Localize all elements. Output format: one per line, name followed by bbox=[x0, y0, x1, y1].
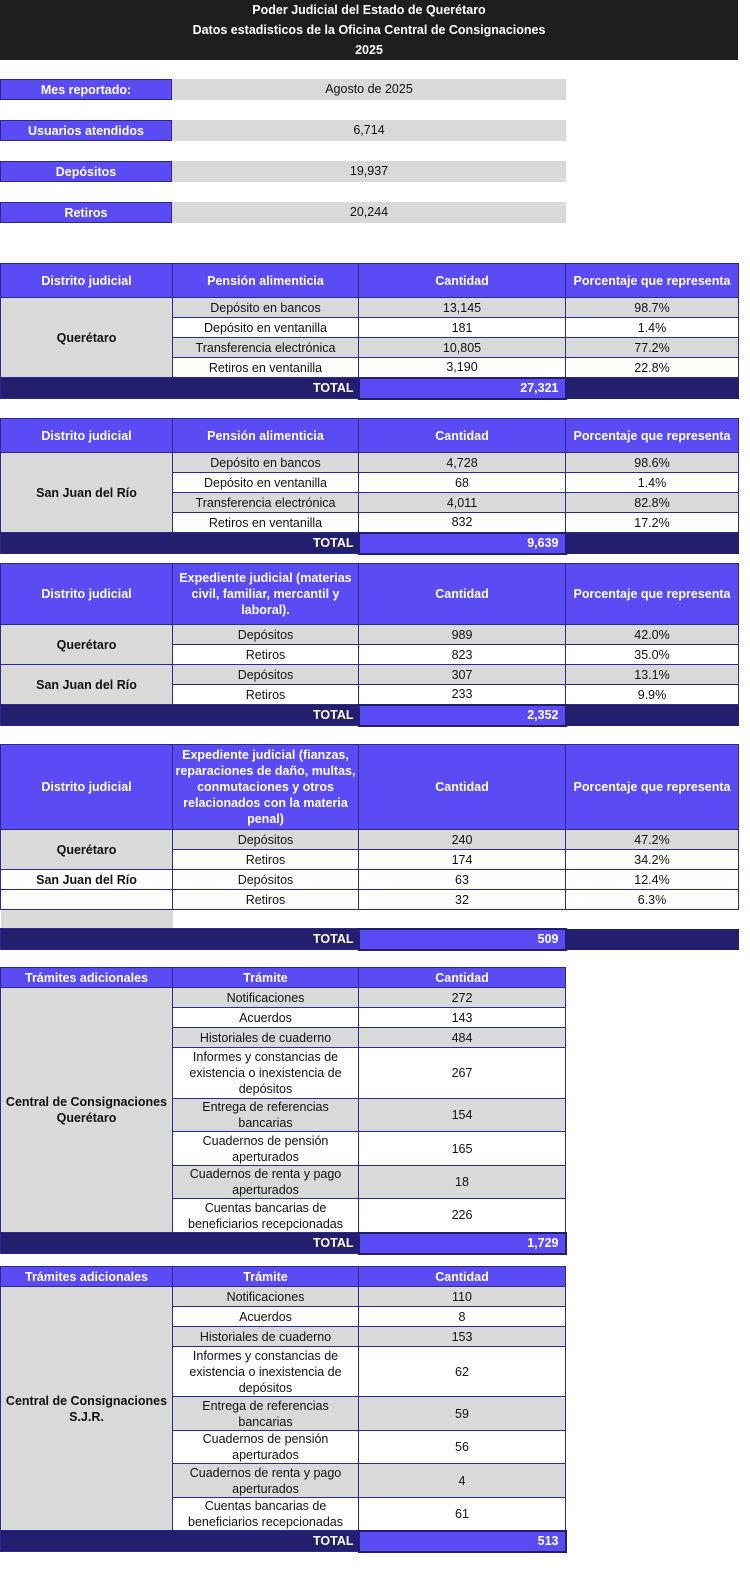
quantity-cell: 63 bbox=[359, 870, 566, 890]
quantity-cell: 62 bbox=[359, 1347, 566, 1397]
quantity-cell: 68 bbox=[359, 473, 566, 493]
quantity-cell: 61 bbox=[359, 1498, 566, 1531]
concept-cell: Retiros bbox=[173, 645, 359, 665]
total-value: 513 bbox=[359, 1531, 566, 1552]
percent-cell: 98.6% bbox=[566, 453, 739, 473]
summary-value: 19,937 bbox=[172, 161, 566, 182]
quantity-cell: 832 bbox=[359, 513, 566, 533]
concept-cell: Transferencia electrónica bbox=[173, 338, 359, 358]
percent-cell: 13.1% bbox=[566, 665, 739, 685]
col-header-percent: Porcentaje que representa bbox=[566, 564, 739, 625]
office-cell: Central de Consignaciones S.J.R. bbox=[1, 1287, 173, 1531]
total-row bbox=[1, 378, 739, 399]
concept-cell: Depósito en ventanilla bbox=[173, 318, 359, 338]
total-label: TOTAL bbox=[1, 533, 359, 554]
quantity-cell: 143 bbox=[359, 1008, 566, 1028]
table-row bbox=[1, 625, 739, 645]
quantity-cell: 165 bbox=[359, 1132, 566, 1166]
summary-label: Mes reportado: bbox=[0, 79, 172, 100]
table-row bbox=[1, 665, 739, 685]
summary-label: Depósitos bbox=[0, 161, 172, 182]
table-row bbox=[1, 298, 739, 318]
quantity-cell: 110 bbox=[359, 1287, 566, 1307]
col-header-district: Distrito judicial bbox=[1, 564, 173, 625]
percent-cell: 6.3% bbox=[566, 890, 739, 910]
summary-deposits bbox=[0, 161, 566, 182]
procedure-cell: Historiales de cuaderno bbox=[173, 1327, 359, 1347]
quantity-cell: 989 bbox=[359, 625, 566, 645]
table-tramites-queretaro bbox=[0, 967, 567, 1255]
concept-cell: Retiros bbox=[173, 685, 359, 705]
procedure-cell: Informes y constancias de existencia o inexistencia de depósitos bbox=[173, 1048, 359, 1099]
total-value: 2,352 bbox=[359, 705, 566, 726]
percent-cell: 98.7% bbox=[566, 298, 739, 318]
office-cell: Central de Consignaciones Querétaro bbox=[1, 988, 173, 1233]
percent-cell: 9.9% bbox=[566, 685, 739, 705]
procedure-cell: Notificaciones bbox=[173, 988, 359, 1008]
district-cell: San Juan del Río bbox=[1, 453, 173, 533]
procedure-cell: Entrega de referencias bancarias bbox=[173, 1397, 359, 1431]
total-label: TOTAL bbox=[1, 378, 359, 399]
col-header-percent: Porcentaje que representa bbox=[566, 745, 739, 830]
col-header-quantity: Cantidad bbox=[359, 419, 566, 453]
col-header-district: Distrito judicial bbox=[1, 419, 173, 453]
summary-month bbox=[0, 79, 566, 100]
col-header-concept: Pensión alimenticia bbox=[173, 264, 359, 298]
procedure-cell: Acuerdos bbox=[173, 1008, 359, 1028]
report-header bbox=[0, 0, 738, 60]
district-cell: San Juan del Río bbox=[1, 870, 173, 890]
total-value: 1,729 bbox=[359, 1233, 566, 1254]
quantity-cell: 226 bbox=[359, 1199, 566, 1233]
summary-label: Retiros bbox=[0, 202, 172, 223]
col-header-district: Distrito judicial bbox=[1, 264, 173, 298]
summary-withdrawals bbox=[0, 202, 566, 223]
quantity-cell: 154 bbox=[359, 1099, 566, 1132]
col-header-section: Trámites adicionales bbox=[1, 968, 173, 988]
report-year: 2025 bbox=[355, 43, 383, 57]
district-cell: Querétaro bbox=[1, 298, 173, 378]
procedure-cell: Historiales de cuaderno bbox=[173, 1028, 359, 1048]
quantity-cell: 484 bbox=[359, 1028, 566, 1048]
table-row bbox=[1, 830, 739, 850]
summary-label: Usuarios atendidos bbox=[0, 120, 172, 141]
col-header-concept: Expediente judicial (fianzas, reparaciones de daño, multas, conmutaciones y otros relacionados con la materia penal) bbox=[173, 745, 359, 830]
quantity-cell: 307 bbox=[359, 665, 566, 685]
table-row bbox=[1, 1287, 566, 1307]
total-value: 27,321 bbox=[359, 378, 566, 399]
quantity-cell: 823 bbox=[359, 645, 566, 665]
quantity-cell: 153 bbox=[359, 1327, 566, 1347]
total-row bbox=[1, 1531, 566, 1552]
col-header-quantity: Cantidad bbox=[359, 745, 566, 830]
summary-value: 20,244 bbox=[172, 202, 566, 223]
total-label: TOTAL bbox=[1, 929, 359, 950]
total-label: TOTAL bbox=[1, 1233, 359, 1254]
percent-cell: 77.2% bbox=[566, 338, 739, 358]
concept-cell: Retiros bbox=[173, 890, 359, 910]
percent-cell: 35.0% bbox=[566, 645, 739, 665]
quantity-cell: 267 bbox=[359, 1048, 566, 1099]
percent-cell: 82.8% bbox=[566, 493, 739, 513]
percent-cell: 1.4% bbox=[566, 318, 739, 338]
percent-cell: 47.2% bbox=[566, 830, 739, 850]
col-header-quantity: Cantidad bbox=[359, 968, 566, 988]
concept-cell: Depósitos bbox=[173, 830, 359, 850]
concept-cell: Retiros en ventanilla bbox=[173, 513, 359, 533]
total-value: 509 bbox=[359, 929, 566, 950]
table-expediente-penal bbox=[0, 744, 739, 951]
procedure-cell: Entrega de referencias bancarias bbox=[173, 1099, 359, 1132]
table-row bbox=[1, 890, 739, 910]
procedure-cell: Cuentas bancarias de beneficiarios recepcionadas bbox=[173, 1199, 359, 1233]
quantity-cell: 240 bbox=[359, 830, 566, 850]
col-header-section: Trámites adicionales bbox=[1, 1267, 173, 1287]
concept-cell: Retiros en ventanilla bbox=[173, 358, 359, 378]
quantity-cell: 13,145 bbox=[359, 298, 566, 318]
table-expediente-civil bbox=[0, 563, 739, 727]
summary-users bbox=[0, 120, 566, 141]
procedure-cell: Notificaciones bbox=[173, 1287, 359, 1307]
quantity-cell: 32 bbox=[359, 890, 566, 910]
table-tramites-sjr bbox=[0, 1266, 567, 1553]
quantity-cell: 4,011 bbox=[359, 493, 566, 513]
total-row bbox=[1, 533, 739, 554]
quantity-cell: 8 bbox=[359, 1307, 566, 1327]
concept-cell: Depósito en bancos bbox=[173, 453, 359, 473]
district-cell: Querétaro bbox=[1, 625, 173, 665]
total-row bbox=[1, 705, 739, 726]
quantity-cell: 56 bbox=[359, 1431, 566, 1464]
total-label: TOTAL bbox=[1, 705, 359, 726]
percent-cell: 12.4% bbox=[566, 870, 739, 890]
procedure-cell: Informes y constancias de existencia o inexistencia de depósitos bbox=[173, 1347, 359, 1397]
district-cell: Querétaro bbox=[1, 830, 173, 870]
table-row bbox=[1, 870, 739, 890]
quantity-cell: 4 bbox=[359, 1464, 566, 1498]
table-pension-sjr bbox=[0, 418, 739, 555]
summary-value: Agosto de 2025 bbox=[172, 79, 566, 100]
concept-cell: Transferencia electrónica bbox=[173, 493, 359, 513]
col-header-quantity: Cantidad bbox=[359, 564, 566, 625]
total-row bbox=[1, 1233, 566, 1254]
col-header-quantity: Cantidad bbox=[359, 264, 566, 298]
table-row bbox=[1, 988, 566, 1008]
quantity-cell: 181 bbox=[359, 318, 566, 338]
quantity-cell: 18 bbox=[359, 1166, 566, 1199]
concept-cell: Retiros bbox=[173, 850, 359, 870]
col-header-concept: Pensión alimenticia bbox=[173, 419, 359, 453]
total-label: TOTAL bbox=[1, 1531, 359, 1552]
percent-cell: 34.2% bbox=[566, 850, 739, 870]
quantity-cell: 272 bbox=[359, 988, 566, 1008]
summary-value: 6,714 bbox=[172, 120, 566, 141]
procedure-cell: Cuentas bancarias de beneficiarios recepcionadas bbox=[173, 1498, 359, 1531]
quantity-cell: 59 bbox=[359, 1397, 566, 1431]
total-row bbox=[1, 929, 739, 950]
percent-cell: 42.0% bbox=[566, 625, 739, 645]
table-pension-queretaro bbox=[0, 263, 739, 400]
col-header-quantity: Cantidad bbox=[359, 1267, 566, 1287]
quantity-cell: 233 bbox=[359, 685, 566, 705]
quantity-cell: 4,728 bbox=[359, 453, 566, 473]
concept-cell: Depósitos bbox=[173, 870, 359, 890]
total-value: 9,639 bbox=[359, 533, 566, 554]
quantity-cell: 10,805 bbox=[359, 338, 566, 358]
col-header-percent: Porcentaje que representa bbox=[566, 264, 739, 298]
col-header-procedure: Trámite bbox=[173, 1267, 359, 1287]
concept-cell: Depósito en bancos bbox=[173, 298, 359, 318]
col-header-concept: Expediente judicial (materias civil, familiar, mercantil y laboral). bbox=[173, 564, 359, 625]
percent-cell: 17.2% bbox=[566, 513, 739, 533]
report-subtitle: Datos estadisticos de la Oficina Central de Consignaciones bbox=[192, 23, 546, 37]
percent-cell: 22.8% bbox=[566, 358, 739, 378]
procedure-cell: Cuadernos de renta y pago aperturados bbox=[173, 1166, 359, 1199]
concept-cell: Depósito en ventanilla bbox=[173, 473, 359, 493]
col-header-procedure: Trámite bbox=[173, 968, 359, 988]
table-row bbox=[1, 453, 739, 473]
concept-cell: Depósitos bbox=[173, 625, 359, 645]
concept-cell: Depósitos bbox=[173, 665, 359, 685]
quantity-cell: 174 bbox=[359, 850, 566, 870]
procedure-cell: Cuadernos de pensión aperturados bbox=[173, 1431, 359, 1464]
quantity-cell: 3,190 bbox=[359, 358, 566, 378]
col-header-percent: Porcentaje que representa bbox=[566, 419, 739, 453]
procedure-cell: Acuerdos bbox=[173, 1307, 359, 1327]
district-cell: San Juan del Río bbox=[1, 665, 173, 705]
report-title: Poder Judicial del Estado de Querétaro bbox=[252, 3, 486, 17]
percent-cell: 1.4% bbox=[566, 473, 739, 493]
procedure-cell: Cuadernos de renta y pago aperturados bbox=[173, 1464, 359, 1498]
procedure-cell: Cuadernos de pensión aperturados bbox=[173, 1132, 359, 1166]
col-header-district: Distrito judicial bbox=[1, 745, 173, 830]
